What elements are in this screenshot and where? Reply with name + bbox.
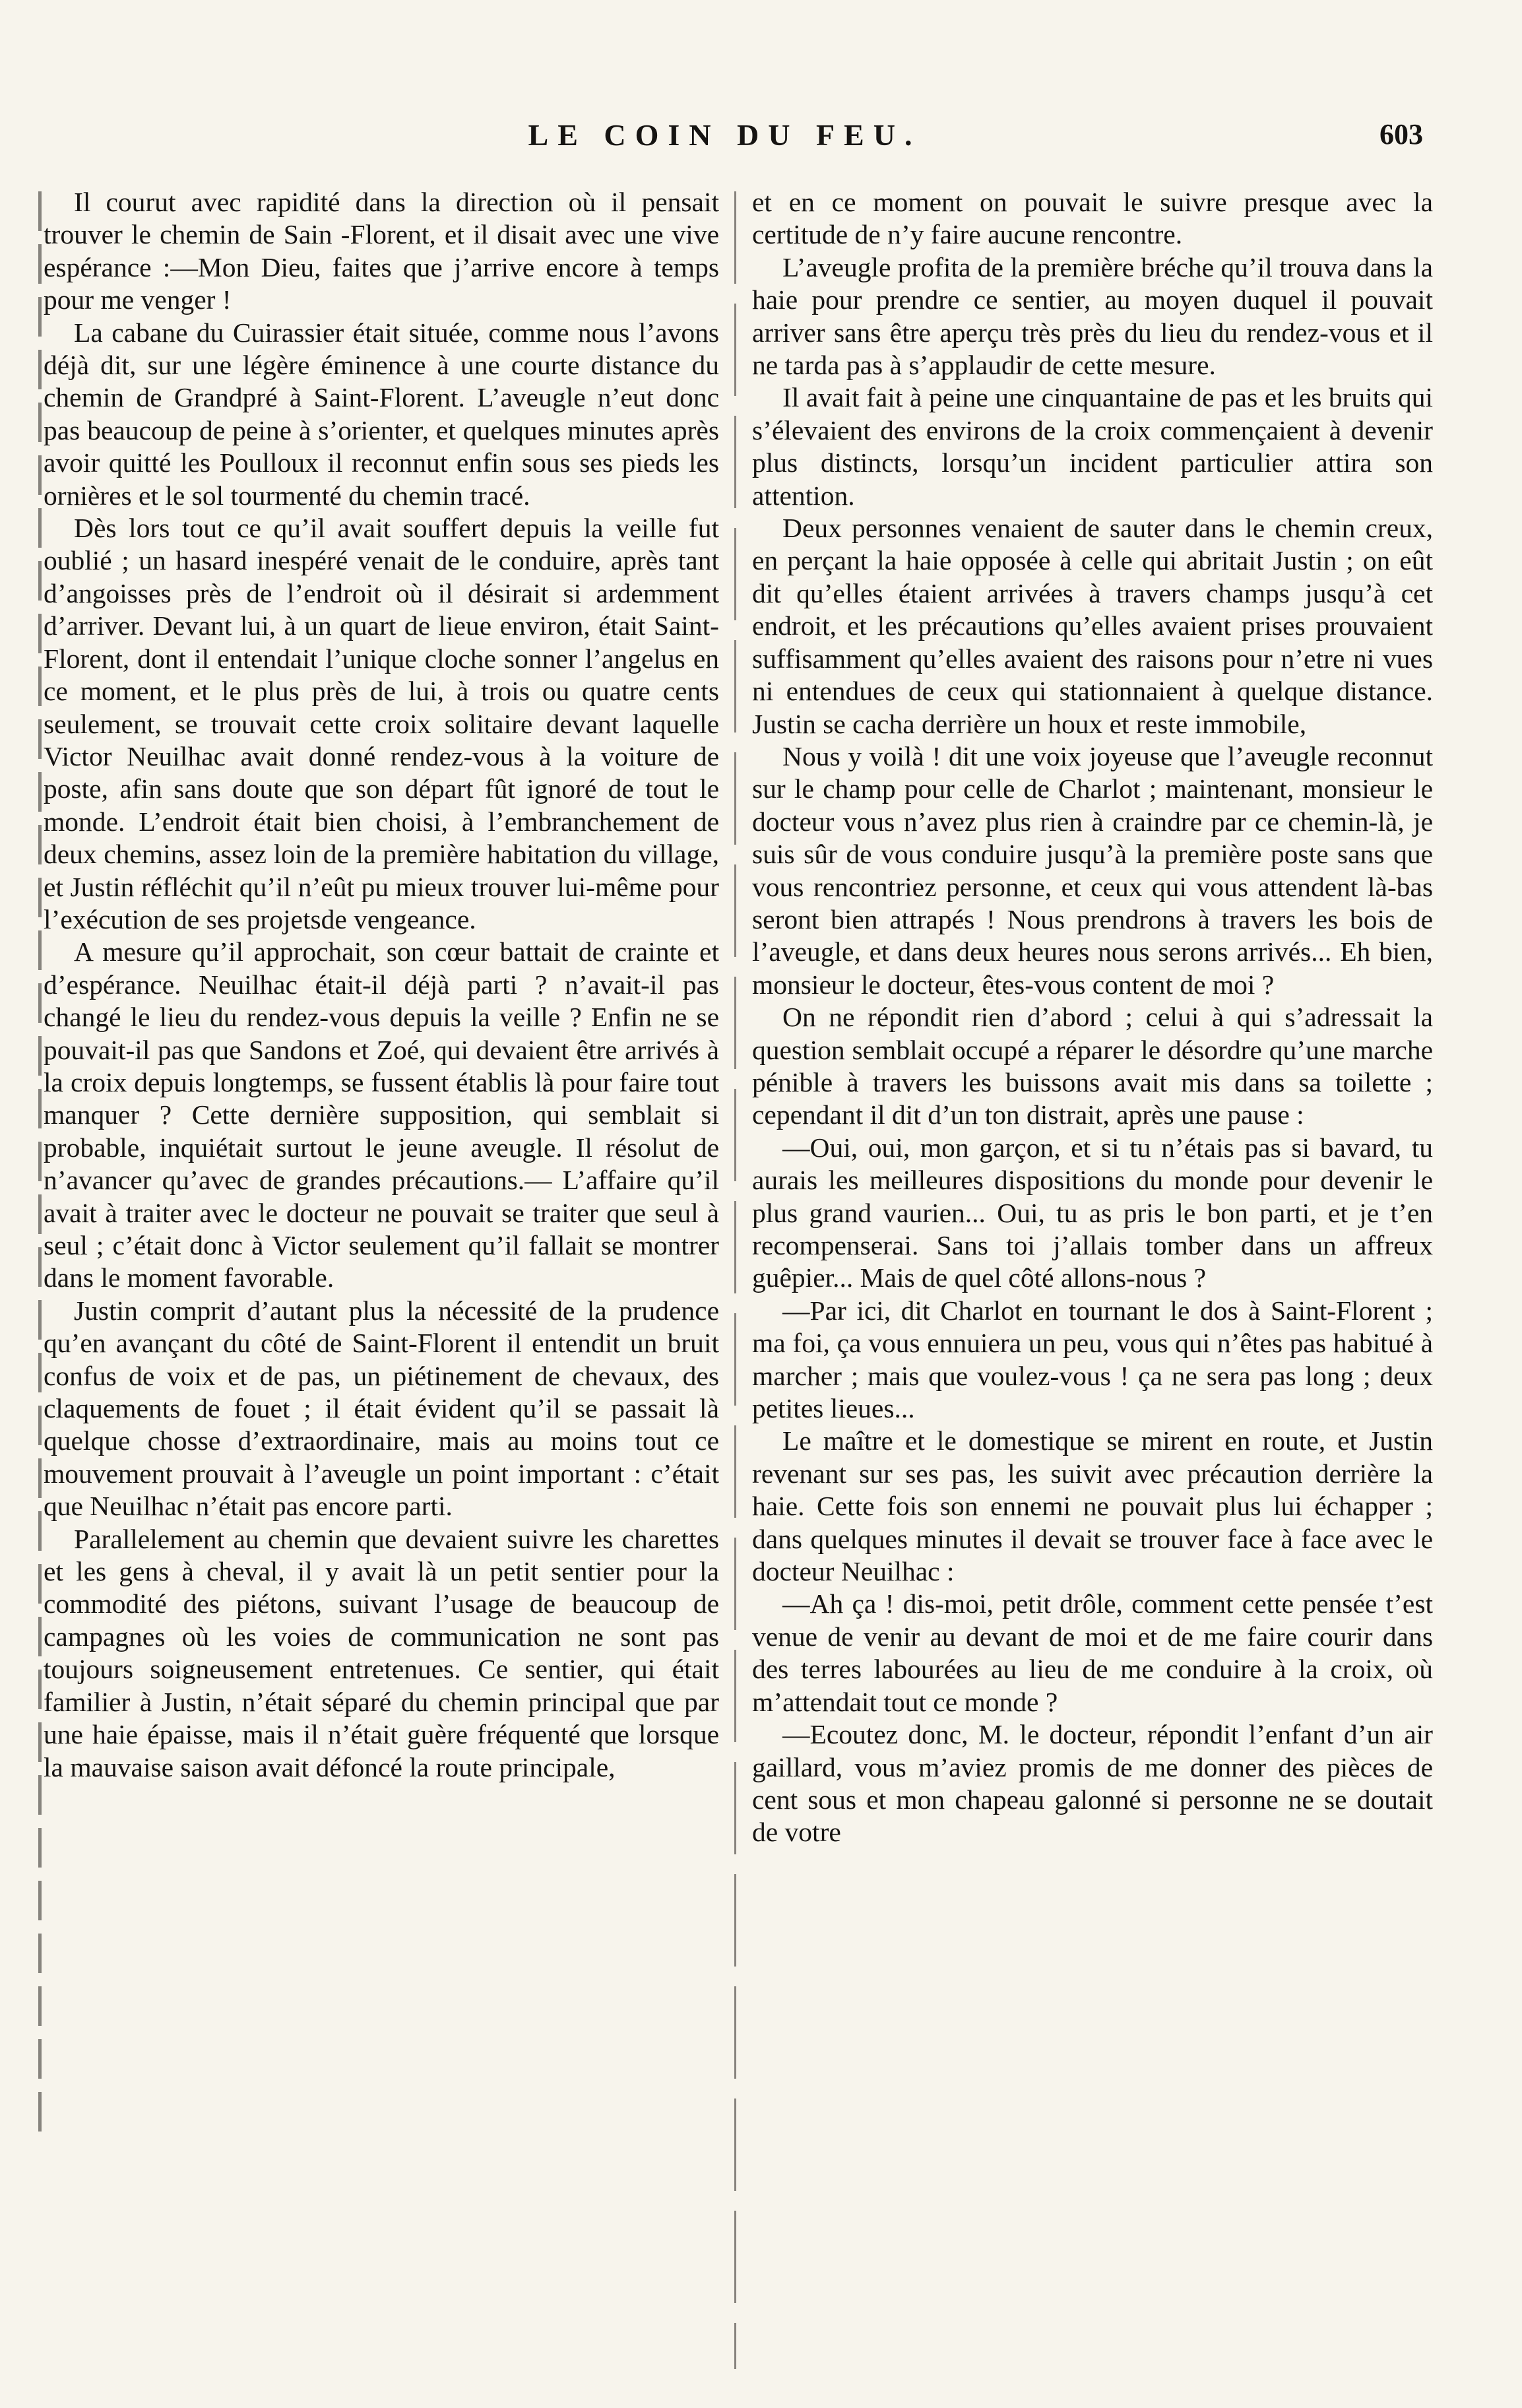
paragraph: Parallelement au chemin que devaient suivre les charettes et les gens à cheval, il y avait là un petit sentier pour la commodité des piétons, suivant l’usage de beaucoup de campagnes où les voies de communication ne sont pas toujours soigneusement entretenues. Ce sentier, qui était familier à Justin, n’était séparé du chemin principal que par une haie épaisse, mais il n’était guère fréquenté que lorsque la mauvaise saison avait défoncé la route principale, [44, 1523, 719, 1782]
paragraph: Il avait fait à peine une cinquantaine de pas et les bruits qui s’élevaient des environs de la croix commençaient à devenir plus distincts, lorsqu’un incident particulier attira son attention. [752, 382, 1433, 511]
paragraph: Dès lors tout ce qu’il avait souffert depuis la veille fut oublié ; un hasard inespéré venait de le conduire, après tant d’angoisses près de l’endroit où il désirait si ardemment d’arriver. Devant lui, à un quart de lieue environ, était Saint-Florent, dont il entendait l’unique cloche sonner l’angelus en ce moment, et le plus près de lui, à trois ou quatre cents seulement, se trouvait cette croix solitaire devant laquelle Victor Neuilhac avait donné rendez-vous à la voiture de poste, afin sans doute que son départ fût ignoré de tout le monde. L’endroit était bien choisi, à l’embranchement de deux chemins, assez loin de la première habitation du village, et Justin réfléchit qu’il n’eût pu mieux trouver lui-même pour l’exécution de ses projetsde vengeance. [44, 513, 719, 934]
page-header [26, 117, 1423, 157]
paragraph-continued: et en ce moment on pouvait le suivre presque avec la certitude de n’y faire aucune rencontre. [752, 187, 1433, 250]
paragraph: La cabane du Cuirassier était située, comme nous l’avons déjà dit, sur une légère éminence à une courte distance du chemin de Grandpré à Saint-Florent. L’aveugle n’eut donc pas beaucoup de peine à s’orienter, et quelques minutes après avoir quitté les Poulloux il reconnut enfin sous ses pieds les ornières et le sol tourmenté du chemin tracé. [44, 317, 719, 511]
left-column [44, 186, 719, 1784]
column-rule [734, 191, 736, 2369]
paragraph: A mesure qu’il approchait, son cœur battait de crainte et d’espérance. Neuilhac était-il déjà parti ? n’avait-il pas changé le lieu du rendez-vous depuis la veille ? Enfin ne se pouvait-il pas que Sandons et Zoé, qui devaient être arrivés à la croix depuis longtemps, se fussent établis là pour faire tout manquer ? Cette dernière supposition, qui semblait si probable, inquiétait surtout le jeune aveugle. Il résolut de n’avancer qu’avec de grandes précautions.— L’affaire qu’il avait à traiter avec le docteur ne pouvait se traiter que seul à seul ; c’était donc à Victor seulement qu’il fallait se montrer dans le moment favorable. [44, 936, 719, 1293]
paragraph: L’aveugle profita de la première bréche qu’il trouva dans la haie pour prendre ce sentier, au moyen duquel il pouvait arriver sans être aperçu très près du lieu du rendez-vous et il ne tarda pas à s’applaudir de cette mesure. [752, 251, 1433, 381]
binding-edge [38, 191, 42, 2138]
paragraph: —Oui, oui, mon garçon, et si tu n’étais pas si bavard, tu aurais les meilleures dispositions du monde pour devenir le plus grand vaurien... Oui, tu as pris le bon parti, et je t’en recompenserai. Sans toi j’allais tomber dans un affreux guêpier... Mais de quel côté allons-nous ? [752, 1132, 1433, 1293]
paragraph: Il courut avec rapidité dans la direction où il pensait trouver le chemin de Sain -Florent, et il disait avec une vive espérance :—Mon Dieu, faites que j’arrive encore à temps pour me venger ! [44, 187, 719, 315]
running-title: LE COIN DU FEU. [528, 118, 922, 152]
right-column [752, 186, 1433, 1849]
paragraph: On ne répondit rien d’abord ; celui à qui s’adressait la question semblait occupé a réparer le désordre qu’une marche pénible à travers les buissons avait mis dans sa toilette ; cependant il dit d’un ton distrait, après une pause : [752, 1002, 1433, 1130]
paragraph: —Ecoutez donc, M. le docteur, répondit l’enfant d’un air gaillard, vous m’aviez promis de me donner des pièces de cent sous et mon chapeau galonné si personne ne se doutait de votre [752, 1719, 1433, 1848]
page-number: 603 [1379, 118, 1423, 150]
paragraph: —Par ici, dit Charlot en tournant le dos à Saint-Florent ; ma foi, ça vous ennuiera un peu, vous qui n’êtes pas habitué à marcher ; mais que voulez-vous ! ça ne sera pas long ; deux petites lieues... [752, 1295, 1433, 1424]
paragraph: Justin comprit d’autant plus la nécessité de la prudence qu’en avançant du côté de Saint-Florent il entendit un bruit confus de voix et de pas, un piétinement de chevaux, des claquements de fouet ; il était évident qu’il se passait là quelque chosse d’extraordinaire, mais au moins tout ce mouvement prouvait à l’aveugle un point important : c’était que Neuilhac n’était pas encore parti. [44, 1295, 719, 1522]
paragraph: Deux personnes venaient de sauter dans le chemin creux, en perçant la haie opposée à celle qui abritait Justin ; on eût dit qu’elles étaient arrivées à travers champs jusqu’à cet endroit, et les précautions qu’elles avaient prises prouvaient suffisamment qu’elles avaient des raisons pour n’etre ni vues ni entendues de ceux qui stationnaient à quelque distance. Justin se cacha derrière un houx et reste immobile, [752, 513, 1433, 739]
paragraph: —Ah ça ! dis-moi, petit drôle, comment cette pensée t’est venue de venir au devant de moi et de me faire courir dans des terres labourées au lieu de me conduire à la croix, où m’attendait tout ce monde ? [752, 1588, 1433, 1717]
paragraph: Le maître et le domestique se mirent en route, et Justin revenant sur ses pas, les suivit avec précaution derrière la haie. Cette fois son ennemi ne pouvait plus lui échapper ; dans quelques minutes il devait se trouver face à face avec le docteur Neuilhac : [752, 1425, 1433, 1587]
paragraph: Nous y voilà ! dit une voix joyeuse que l’aveugle reconnut sur le champ pour celle de Charlot ; maintenant, monsieur le docteur vous n’avez plus rien à craindre par ce chemin-là, je suis sûr de vous conduire jusqu’à la première poste sans que vous rencontriez personne, et ceux qui vous attendent là-bas seront bien attrapés ! Nous prendrons à travers les bois de l’aveugle, et dans deux heures nous serons arrivés... Eh bien, monsieur le docteur, êtes-vous content de moi ? [752, 740, 1433, 1000]
